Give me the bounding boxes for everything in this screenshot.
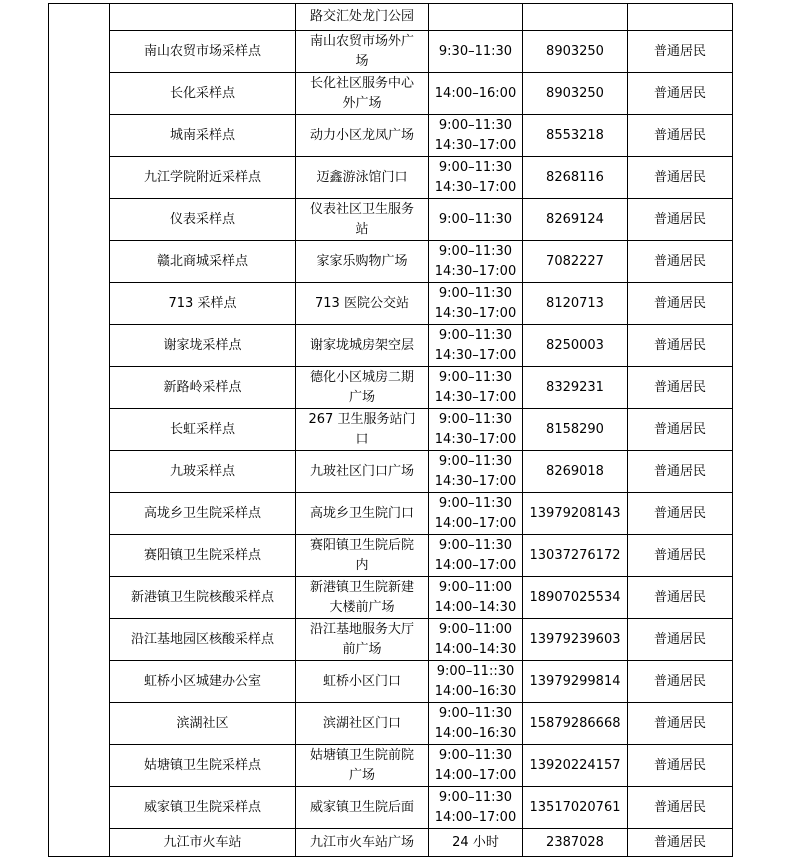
phone-cell <box>523 493 628 535</box>
location-line: 267 卫生服务站门 <box>308 411 416 427</box>
target-group: 普通居民 <box>653 799 706 815</box>
phone-cell <box>523 409 628 451</box>
location-line: 家家乐购物广场 <box>316 253 408 269</box>
group-cell <box>628 829 733 857</box>
group-cell <box>628 4 733 31</box>
site-name-cell <box>110 829 296 857</box>
site-name-cell <box>110 199 296 241</box>
phone-cell <box>523 241 628 283</box>
table-row <box>49 493 733 535</box>
group-cell <box>628 493 733 535</box>
group-cell <box>628 535 733 577</box>
site-location-cell <box>296 31 429 73</box>
site-name: 高垅乡卫生院采样点 <box>143 505 261 521</box>
location-line: 谢家垅城房架空层 <box>309 337 414 353</box>
site-location-cell <box>296 829 429 857</box>
location-line: 前广场 <box>342 641 382 657</box>
phone-number: 13979239603 <box>529 631 621 647</box>
group-cell <box>628 367 733 409</box>
location-line: 姑塘镇卫生院前院 <box>309 747 414 763</box>
table-row <box>49 745 733 787</box>
hours-cell <box>429 577 523 619</box>
table-row <box>49 31 733 73</box>
group-cell <box>628 577 733 619</box>
location-line: 沿江基地服务大厅 <box>309 621 414 637</box>
location-line: 德化小区城房二期 <box>309 369 414 385</box>
location-line: 滨湖社区门口 <box>322 715 401 731</box>
table-row <box>49 367 733 409</box>
table-row <box>49 241 733 283</box>
phone-number: 8903250 <box>546 43 604 59</box>
site-name: 新路岭采样点 <box>163 379 242 395</box>
phone-number: 2387028 <box>546 834 604 850</box>
phone-cell <box>523 451 628 493</box>
hours-cell <box>429 115 523 157</box>
hours-line: 9:00–11:30 <box>438 211 513 227</box>
hours-line: 9:00–11:30 <box>438 243 513 259</box>
site-location-cell <box>296 73 429 115</box>
location-line: 虹桥小区门口 <box>322 673 401 689</box>
hours-line: 14:00–17:00 <box>434 515 517 531</box>
site-name-cell <box>110 787 296 829</box>
hours-line: 9:00–11:30 <box>438 705 513 721</box>
site-name: 仪表采样点 <box>169 211 235 227</box>
hours-line: 14:00–17:00 <box>434 767 517 783</box>
site-location-cell <box>296 367 429 409</box>
hours-line: 9:00–11:30 <box>438 285 513 301</box>
site-location-cell <box>296 577 429 619</box>
site-name: 长虹采样点 <box>169 421 235 437</box>
location-text: 路交汇处龙门公园 <box>309 9 414 24</box>
phone-cell <box>523 619 628 661</box>
site-name: 新港镇卫生院核酸采样点 <box>130 589 274 605</box>
site-location-cell <box>296 703 429 745</box>
table-row <box>49 661 733 703</box>
group-cell <box>628 661 733 703</box>
target-group: 普通居民 <box>653 379 706 395</box>
table-row-continued <box>49 4 733 31</box>
group-cell <box>628 619 733 661</box>
phone-number: 8120713 <box>546 295 604 311</box>
hours-line: 14:00–17:00 <box>434 809 517 825</box>
phone-number: 7082227 <box>546 253 604 269</box>
hours-cell <box>429 325 523 367</box>
site-location-cell <box>296 535 429 577</box>
site-name-cell <box>110 409 296 451</box>
group-cell <box>628 73 733 115</box>
group-cell <box>628 325 733 367</box>
site-name-cell <box>110 241 296 283</box>
location-line: 广场 <box>348 767 375 783</box>
table-row <box>49 409 733 451</box>
hours-line: 9:00–11:30 <box>438 495 513 511</box>
site-name-cell <box>110 661 296 703</box>
site-location-cell <box>296 199 429 241</box>
location-line: 仪表社区卫生服务 <box>309 201 414 217</box>
site-location-cell <box>296 451 429 493</box>
phone-number: 8158290 <box>546 421 604 437</box>
location-line: 九玻社区门口广场 <box>309 463 414 479</box>
phone-number: 8250003 <box>546 337 604 353</box>
target-group: 普通居民 <box>653 211 706 227</box>
target-group: 普通居民 <box>653 589 706 605</box>
phone-cell <box>523 703 628 745</box>
hours-cell <box>429 367 523 409</box>
target-group: 普通居民 <box>653 547 706 563</box>
site-name: 南山农贸市场采样点 <box>143 43 261 59</box>
phone-cell <box>523 283 628 325</box>
phone-cell <box>523 577 628 619</box>
site-name-cell <box>110 325 296 367</box>
hours-cell <box>429 661 523 703</box>
table-row <box>49 157 733 199</box>
site-location-cell <box>296 619 429 661</box>
table-body <box>49 4 733 857</box>
group-cell <box>628 157 733 199</box>
phone-cell <box>523 367 628 409</box>
site-name: 城南采样点 <box>169 127 235 143</box>
location-line: 大楼前广场 <box>329 599 395 615</box>
hours-cell <box>429 703 523 745</box>
site-location-cell <box>296 4 429 31</box>
site-location-cell <box>296 115 429 157</box>
hours-cell <box>429 4 523 31</box>
group-cell <box>628 199 733 241</box>
table-row <box>49 703 733 745</box>
phone-number: 13037276172 <box>529 547 621 563</box>
site-location-cell <box>296 787 429 829</box>
hours-line: 9:30–11:30 <box>438 43 513 59</box>
hours-cell <box>429 241 523 283</box>
site-name: 滨湖社区 <box>176 715 229 731</box>
site-name-cell <box>110 157 296 199</box>
phone-cell <box>523 115 628 157</box>
hours-cell <box>429 619 523 661</box>
site-location-cell <box>296 661 429 703</box>
site-name-cell <box>110 367 296 409</box>
table-row <box>49 829 733 857</box>
hours-line: 14:30–17:00 <box>434 473 517 489</box>
table-row <box>49 787 733 829</box>
phone-cell <box>523 157 628 199</box>
group-cell <box>628 409 733 451</box>
location-line: 威家镇卫生院后面 <box>309 799 414 815</box>
site-name: 姑塘镇卫生院采样点 <box>143 757 261 773</box>
hours-line: 14:30–17:00 <box>434 389 517 405</box>
hours-line: 24 小时 <box>452 834 499 850</box>
table-row <box>49 283 733 325</box>
table-row <box>49 73 733 115</box>
site-location-cell <box>296 409 429 451</box>
hours-line: 14:00–16:30 <box>434 725 517 741</box>
sampling-sites-table <box>48 3 733 857</box>
phone-cell <box>523 31 628 73</box>
target-group: 普通居民 <box>653 757 706 773</box>
site-name: 713 采样点 <box>168 295 237 311</box>
phone-cell <box>523 199 628 241</box>
site-name: 九玻采样点 <box>169 463 235 479</box>
hours-cell <box>429 409 523 451</box>
site-name-cell <box>110 115 296 157</box>
hours-cell <box>429 745 523 787</box>
hours-cell <box>429 157 523 199</box>
phone-number: 8903250 <box>546 85 604 101</box>
phone-cell <box>523 787 628 829</box>
location-line: 713 医院公交站 <box>315 295 409 311</box>
phone-number: 13979208143 <box>529 505 621 521</box>
hours-line: 9:00–11:30 <box>438 789 513 805</box>
site-location-cell <box>296 325 429 367</box>
hours-line: 9:00–11:30 <box>438 537 513 553</box>
location-line: 口 <box>355 431 369 447</box>
hours-cell <box>429 493 523 535</box>
site-name: 沿江基地园区核酸采样点 <box>130 631 274 647</box>
location-line: 站 <box>355 221 369 237</box>
group-cell <box>628 703 733 745</box>
table-row <box>49 199 733 241</box>
phone-number: 13517020761 <box>529 799 621 815</box>
hours-line: 14:00–14:30 <box>434 599 517 615</box>
phone-number: 13920224157 <box>529 757 621 773</box>
hours-line: 14:30–17:00 <box>434 347 517 363</box>
hours-line: 14:30–17:00 <box>434 263 517 279</box>
target-group: 普通居民 <box>653 673 706 689</box>
hours-line: 9:00–11:00 <box>438 579 513 595</box>
target-group: 普通居民 <box>653 169 706 185</box>
target-group: 普通居民 <box>653 463 706 479</box>
location-line: 迈鑫游泳馆门口 <box>316 169 408 185</box>
phone-number: 8268116 <box>546 169 604 185</box>
hours-line: 9:00–11:00 <box>438 621 513 637</box>
hours-cell <box>429 199 523 241</box>
site-name: 威家镇卫生院采样点 <box>143 799 261 815</box>
phone-number: 18907025534 <box>529 589 621 605</box>
site-name-cell <box>110 745 296 787</box>
phone-number: 8553218 <box>546 127 604 143</box>
site-name-cell <box>110 493 296 535</box>
location-line: 广场 <box>348 389 375 405</box>
hours-line: 9:00–11::30 <box>436 663 515 679</box>
hours-line: 14:30–17:00 <box>434 179 517 195</box>
location-line: 赛阳镇卫生院后院 <box>309 537 414 553</box>
site-name-cell <box>110 577 296 619</box>
hours-cell <box>429 283 523 325</box>
hours-line: 14:30–17:00 <box>434 305 517 321</box>
site-name-cell <box>110 619 296 661</box>
site-location-cell <box>296 241 429 283</box>
target-group: 普通居民 <box>653 834 706 850</box>
location-line: 新港镇卫生院新建 <box>309 579 414 595</box>
location-line: 长化社区服务中心 <box>309 75 414 91</box>
phone-cell <box>523 535 628 577</box>
location-line: 南山农贸市场外广 <box>309 33 414 49</box>
table-row <box>49 619 733 661</box>
hours-cell <box>429 787 523 829</box>
hours-line: 9:00–11:30 <box>438 327 513 343</box>
hours-line: 14:00–14:30 <box>434 641 517 657</box>
phone-cell <box>523 325 628 367</box>
phone-cell <box>523 661 628 703</box>
group-cell <box>628 745 733 787</box>
phone-number: 15879286668 <box>529 715 621 731</box>
site-name-cell <box>110 283 296 325</box>
target-group: 普通居民 <box>653 253 706 269</box>
hours-cell <box>429 829 523 857</box>
phone-number: 13979299814 <box>529 673 621 689</box>
target-group: 普通居民 <box>653 127 706 143</box>
target-group: 普通居民 <box>653 295 706 311</box>
phone-cell <box>523 745 628 787</box>
group-cell <box>628 451 733 493</box>
hours-cell <box>429 535 523 577</box>
target-group: 普通居民 <box>653 715 706 731</box>
hours-line: 14:00–16:30 <box>434 683 517 699</box>
hours-line: 14:00–17:00 <box>434 557 517 573</box>
target-group: 普通居民 <box>653 337 706 353</box>
phone-number: 8269018 <box>546 463 604 479</box>
hours-line: 9:00–11:30 <box>438 159 513 175</box>
group-cell <box>628 31 733 73</box>
site-name-cell <box>110 73 296 115</box>
table-row <box>49 535 733 577</box>
hours-line: 9:00–11:30 <box>438 117 513 133</box>
group-cell <box>628 115 733 157</box>
site-name-cell <box>110 31 296 73</box>
group-cell <box>628 241 733 283</box>
hours-line: 9:00–11:30 <box>438 369 513 385</box>
location-line: 内 <box>355 557 369 573</box>
phone-cell <box>523 4 628 31</box>
hours-line: 9:00–11:30 <box>438 411 513 427</box>
site-name: 赛阳镇卫生院采样点 <box>143 547 261 563</box>
location-line: 动力小区龙凤广场 <box>309 127 414 143</box>
phone-number: 8329231 <box>546 379 604 395</box>
site-location-cell <box>296 493 429 535</box>
location-line: 外广场 <box>342 95 382 111</box>
site-name: 赣北商城采样点 <box>156 253 248 269</box>
target-group: 普通居民 <box>653 85 706 101</box>
phone-cell <box>523 73 628 115</box>
table-row <box>49 325 733 367</box>
location-line: 高垅乡卫生院门口 <box>309 505 414 521</box>
group-cell <box>628 283 733 325</box>
hours-line: 14:30–17:00 <box>434 137 517 153</box>
hours-line: 14:30–17:00 <box>434 431 517 447</box>
target-group: 普通居民 <box>653 421 706 437</box>
site-name: 九江市火车站 <box>163 834 242 850</box>
site-name: 虹桥小区城建办公室 <box>143 673 261 689</box>
site-name-cell <box>110 451 296 493</box>
target-group: 普通居民 <box>653 631 706 647</box>
site-name-cell <box>110 703 296 745</box>
table-row <box>49 115 733 157</box>
site-name: 谢家垅采样点 <box>163 337 242 353</box>
hours-cell <box>429 73 523 115</box>
merged-district-cell <box>49 4 110 857</box>
table-row <box>49 577 733 619</box>
site-location-cell <box>296 157 429 199</box>
phone-number: 8269124 <box>546 211 604 227</box>
hours-cell <box>429 451 523 493</box>
target-group: 普通居民 <box>653 43 706 59</box>
group-cell <box>628 787 733 829</box>
location-line: 场 <box>355 53 369 69</box>
site-name-cell <box>110 4 296 31</box>
target-group: 普通居民 <box>653 505 706 521</box>
site-location-cell <box>296 745 429 787</box>
phone-cell <box>523 829 628 857</box>
hours-line: 9:00–11:30 <box>438 747 513 763</box>
hours-line: 14:00–16:00 <box>434 85 517 101</box>
hours-line: 9:00–11:30 <box>438 453 513 469</box>
site-name: 长化采样点 <box>169 85 235 101</box>
site-name-cell <box>110 535 296 577</box>
site-location-cell <box>296 283 429 325</box>
site-name: 九江学院附近采样点 <box>143 169 261 185</box>
hours-cell <box>429 31 523 73</box>
location-line: 九江市火车站广场 <box>309 834 414 850</box>
table-row <box>49 451 733 493</box>
